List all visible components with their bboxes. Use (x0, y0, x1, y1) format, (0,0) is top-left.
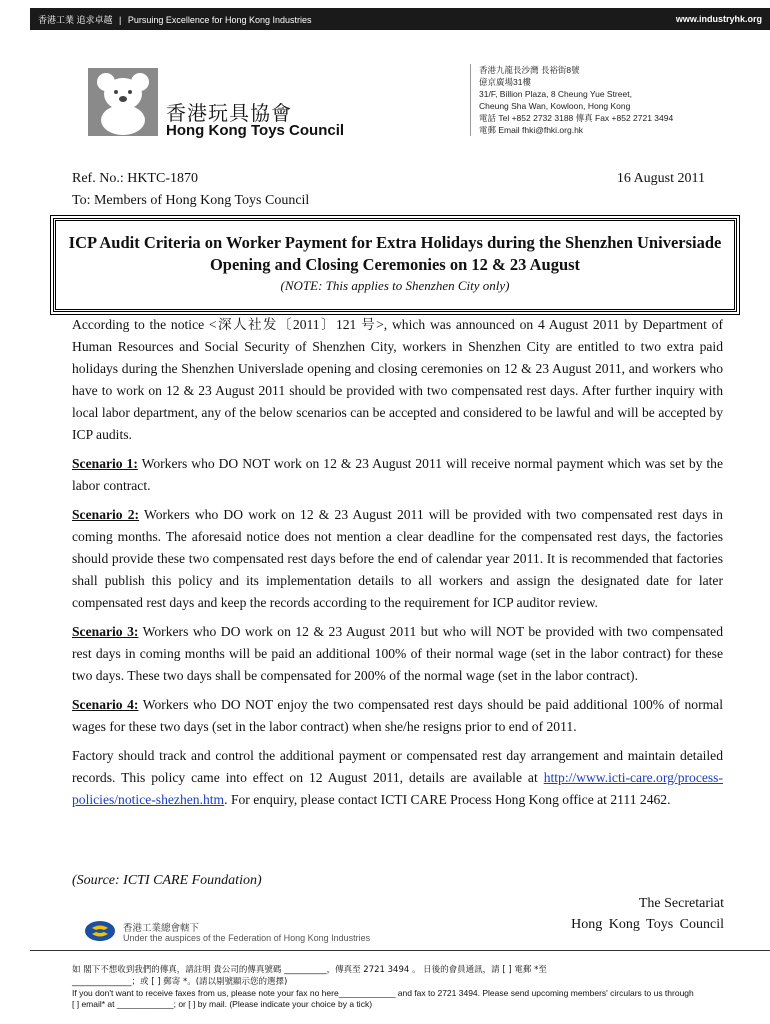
document-title: ICP Audit Criteria on Worker Payment for Extra Holidays during the Shenzhen Universiade Opening and Closing Ceremonies on 12 & 23 August (68, 233, 722, 274)
address-line: 電話 Tel +852 2732 3188 傳真 Fax +852 2721 3494 (479, 113, 674, 123)
fax-optout-en-line1: If you don't want to receive faxes from us, please note your fax no here____________ and fax to 2721 3494. Please send upcoming members' circulars to us through (72, 988, 694, 998)
signature-org: Hong Kong Toys Council (571, 917, 724, 932)
federation-logo-icon (84, 920, 116, 942)
federation-name-zh: 香港工業總會轄下 (123, 923, 200, 934)
address-block (470, 64, 673, 136)
teddy-bear-logo-icon (88, 68, 158, 136)
scenario-paragraph (72, 504, 723, 614)
closing-paragraph (72, 745, 723, 811)
address-line: 億京廣場31樓 (479, 77, 531, 87)
source-note: (Source: ICTI CARE Foundation) (72, 873, 262, 888)
banner-slogan: Pursuing Excellence for Hong Kong Industries (127, 14, 312, 25)
address-line: 香港九龍長沙灣 長裕街8號 (479, 65, 580, 75)
banner-website[interactable]: www.industryhk.org (675, 14, 762, 24)
policy-link[interactable]: http://www.icti-care.org/process-policies/notice-shezhen.htm (72, 770, 723, 807)
scenario-text: Workers who DO NOT work on 12 & 23 August 2011 will receive normal payment which was set by the labor contract. (72, 456, 723, 493)
scenario-text: Workers who DO work on 12 & 23 August 2011 but who will NOT be provided with two compensated rest days in coming months will be paid an additional 100% of their normal wage (set in the labor contract) for these two days. These two days shall be compensated for 200% of the normal wage (set in the labor contract). (72, 624, 723, 683)
address-line: 電郵 Email fhki@fhki.org.hk (479, 125, 584, 135)
fax-optout-zh-line2: ______________；或 [ ] 郵寄 *。(請以剔號顯示您的選擇) (72, 977, 288, 987)
signature-title: The Secretariat (638, 896, 724, 911)
scenario-label: Scenario 3: (72, 624, 139, 639)
top-banner (30, 8, 770, 30)
federation-name-en: Under the auspices of the Federation of Hong Kong Industries (123, 933, 371, 943)
banner-separator: | (119, 14, 122, 25)
address-line: 31/F, Billion Plaza, 8 Cheung Yue Street, (479, 89, 632, 99)
fax-optout-zh-line1: 如 閣下不想收到我們的傳真，請註明 貴公司的傳真號碼 __________，傳真至 2721 3494 。 日後的會員通訊，請 [ ] 電郵 *至 (72, 965, 547, 975)
letter-body (72, 314, 723, 818)
reference-number: Ref. No.: HKTC-1870 (72, 171, 198, 186)
scenario-label: Scenario 2: (72, 507, 140, 522)
recipient-line: To: Members of Hong Kong Toys Council (72, 193, 310, 208)
org-name-en: Hong Kong Toys Council (166, 122, 345, 139)
scenario-label: Scenario 4: (72, 697, 139, 712)
scenario-label: Scenario 1: (72, 456, 138, 471)
scenario-paragraph (72, 694, 723, 738)
banner-zh: 香港工業 追求卓越 (38, 14, 113, 25)
scenario-paragraph (72, 453, 723, 497)
closing-text: Factory should track and control the additional payment or compensated rest day arrangement and maintain detailed records. This policy came into effect on 12 August 2011, details are available at (72, 748, 723, 785)
footer-divider (30, 950, 770, 951)
scenario-paragraph (72, 621, 723, 687)
scenario-text: Workers who DO NOT enjoy the two compensated rest days should be paid additional 100% of normal wages for these two days (set in the labor contract) when she/he resigns prior to end of 2011. (72, 697, 723, 734)
closing-text-end: . For enquiry, please contact ICTI CARE Process Hong Kong office at 2111 2462. (224, 792, 671, 807)
intro-paragraph: According to the notice <深人社发〔2011〕121 号>, which was announced on 4 August 2011 by Department of Human Resources and Social Security of Shenzhen City, workers in Shenzhen City are entitled to two extra paid holidays during the Shenzhen Universlade opening and closing ceremonies on 12 & 23 August 2011, and workers who have to work on 12 & 23 August 2011 should be provided with two compensated rest days. After further inquiry with local labor department, any of the below scenarios can be accepted and considered to be lawful and will be accepted by ICP audits. (72, 317, 723, 442)
fax-optout-en-line2: [ ] email* at ____________; or [ ] by mail. (Please indicate your choice by a tick) (72, 999, 373, 1009)
address-line: Cheung Sha Wan, Kowloon, Hong Kong (479, 101, 631, 111)
scenario-text: Workers who DO work on 12 & 23 August 2011 will be provided with two compensated rest days in coming months. The aforesaid notice does not mention a clear deadline for the compensated rest days, the factories should provide these two compensated rest days before the end of calendar year 2011. It is recommended that factories shall publish this policy and its implementation details to all workers and assign the designated date for later compensated rest days and keep the records according to the requirement for ICP auditor review. (72, 507, 723, 610)
title-box (53, 218, 737, 312)
letter-date: 16 August 2011 (616, 171, 705, 186)
org-name-zh: 香港玩具協會 (166, 101, 292, 125)
title-note: (NOTE: This applies to Shenzhen City only) (280, 278, 510, 293)
